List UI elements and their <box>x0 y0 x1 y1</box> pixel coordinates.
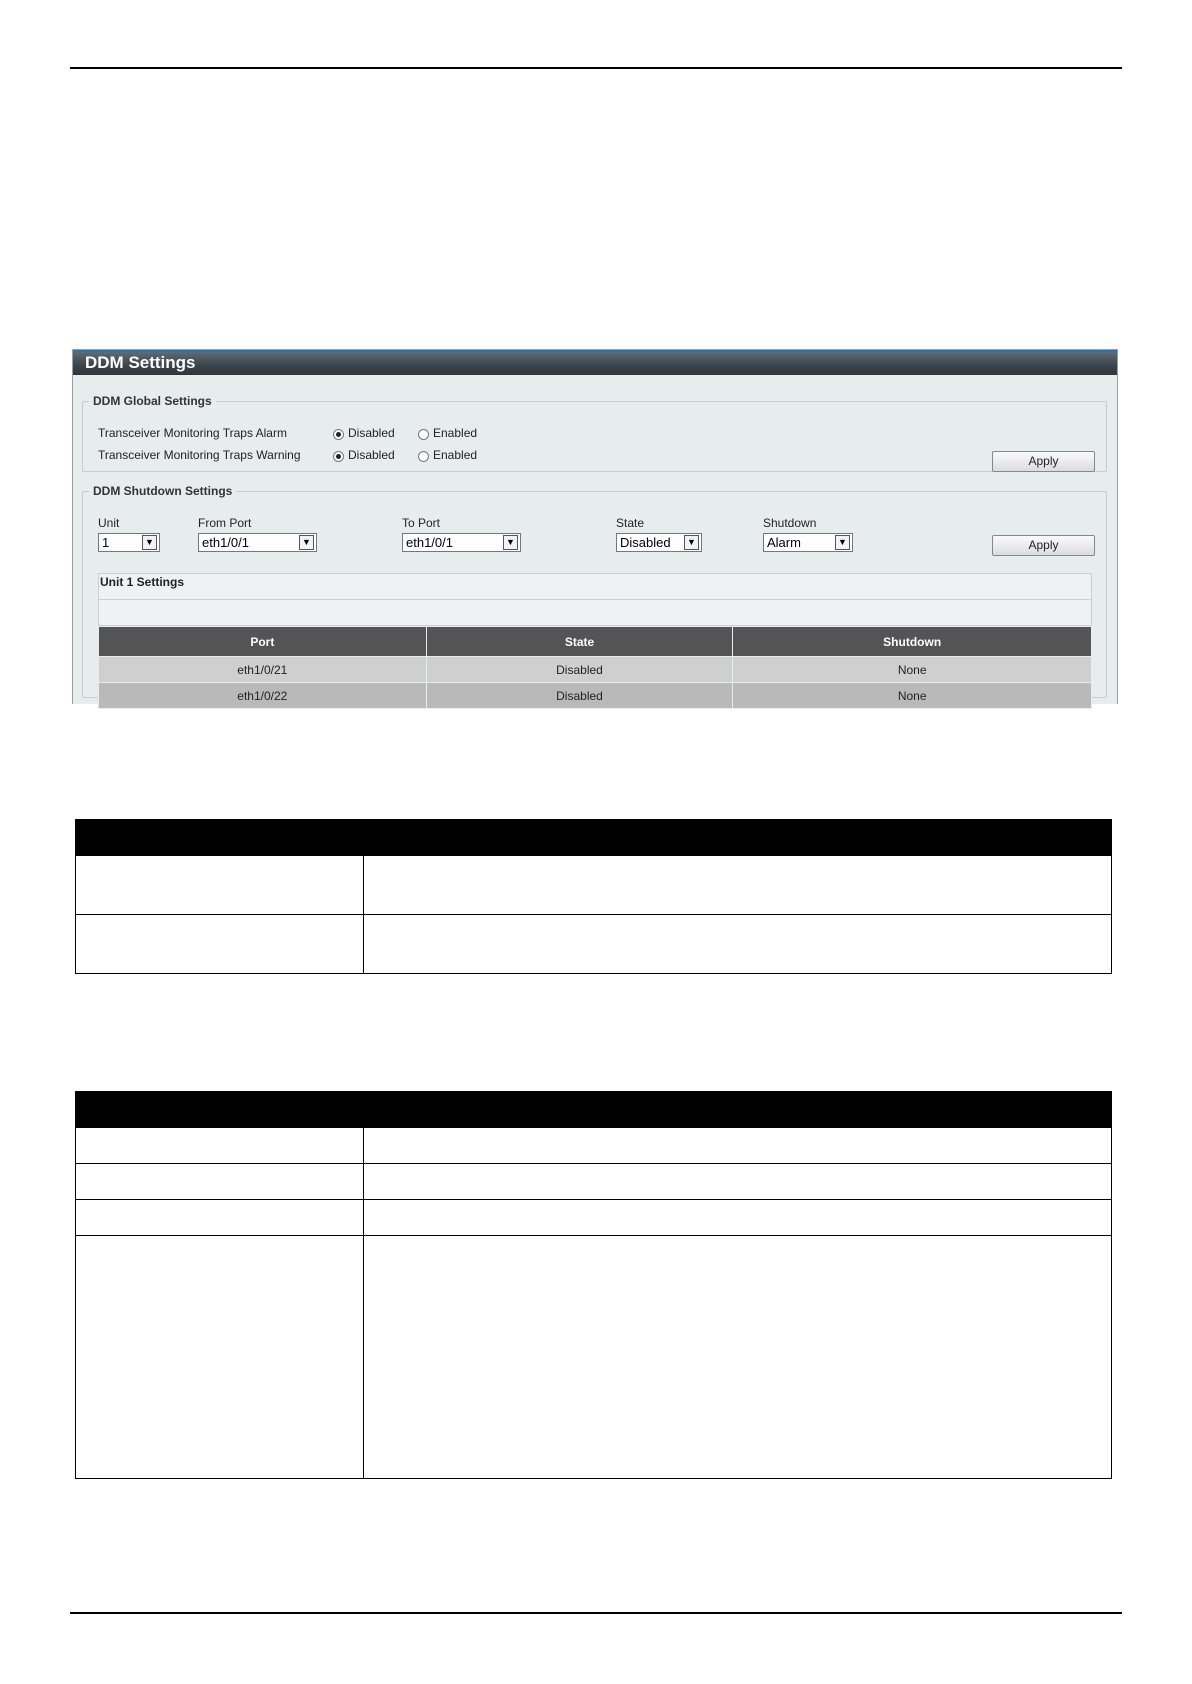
state-cell: Disabled <box>426 657 733 683</box>
traps-alarm-enabled-label: Enabled <box>433 426 478 440</box>
parameter-cell <box>76 856 364 915</box>
table-row <box>76 1128 1112 1164</box>
chevron-down-icon[interactable]: ▼ <box>503 535 518 550</box>
traps-alarm-disabled-radio[interactable] <box>333 429 344 440</box>
shutdown-cell: None <box>733 683 1092 709</box>
header-cell <box>76 1092 364 1128</box>
table-row <box>76 1200 1112 1236</box>
port-cell: eth1/0/22 <box>99 683 427 709</box>
shutdown-select-value: Alarm <box>767 535 801 550</box>
chevron-down-icon[interactable]: ▼ <box>142 535 157 550</box>
traps-warning-label: Transceiver Monitoring Traps Warning <box>98 448 301 462</box>
global-settings-legend: DDM Global Settings <box>93 394 212 408</box>
shutdown-column-header: Shutdown <box>733 627 1092 657</box>
description-cell <box>364 1164 1112 1200</box>
shutdown-apply-button[interactable]: Apply <box>992 535 1095 556</box>
footer-rule <box>70 1612 1122 1614</box>
description-table-shutdown <box>75 1091 1112 1479</box>
table-row <box>76 856 1112 915</box>
from-port-select-value: eth1/0/1 <box>202 535 249 550</box>
state-select[interactable] <box>616 533 702 552</box>
table-row <box>99 683 1092 709</box>
unit-settings-title: Unit 1 Settings <box>100 575 185 589</box>
shutdown-cell: None <box>733 657 1092 683</box>
from-port-label: From Port <box>198 516 252 530</box>
description-table-global <box>75 819 1112 974</box>
chevron-down-icon[interactable]: ▼ <box>299 535 314 550</box>
state-column-header: State <box>426 627 733 657</box>
description-table-header <box>76 1092 1112 1128</box>
parameter-cell <box>76 1164 364 1200</box>
traps-warning-disabled-radio[interactable] <box>333 451 344 462</box>
ddm-global-settings-group <box>82 394 1107 472</box>
table-row <box>76 1164 1112 1200</box>
traps-warning-disabled-label: Disabled <box>348 448 395 462</box>
ddm-settings-panel <box>72 349 1118 704</box>
parameter-cell <box>76 1128 364 1164</box>
traps-alarm-enabled-radio[interactable] <box>418 429 429 440</box>
ddm-shutdown-table <box>98 626 1092 709</box>
chevron-down-icon[interactable]: ▼ <box>684 535 699 550</box>
shutdown-label: Shutdown <box>763 516 817 530</box>
shutdown-settings-legend: DDM Shutdown Settings <box>93 484 233 498</box>
table-header-row <box>99 627 1092 657</box>
parameter-cell <box>76 915 364 974</box>
port-cell: eth1/0/21 <box>99 657 427 683</box>
description-cell <box>364 915 1112 974</box>
chevron-down-icon[interactable]: ▼ <box>835 535 850 550</box>
header-cell <box>364 820 1112 856</box>
unit-settings-spacer <box>98 600 1092 626</box>
traps-warning-enabled-radio[interactable] <box>418 451 429 462</box>
table-row <box>76 1236 1112 1479</box>
unit-settings-header <box>98 573 1092 600</box>
global-apply-button[interactable]: Apply <box>992 451 1095 472</box>
state-select-value: Disabled <box>620 535 671 550</box>
state-cell: Disabled <box>426 683 733 709</box>
unit-select-value: 1 <box>102 535 110 550</box>
description-cell <box>364 1128 1112 1164</box>
table-row <box>99 657 1092 683</box>
traps-alarm-label: Transceiver Monitoring Traps Alarm <box>98 426 287 440</box>
parameter-cell <box>76 1200 364 1236</box>
unit-label: Unit <box>98 516 120 530</box>
header-cell <box>76 820 364 856</box>
header-cell <box>364 1092 1112 1128</box>
to-port-label: To Port <box>402 516 441 530</box>
table-row <box>76 915 1112 974</box>
to-port-select-value: eth1/0/1 <box>406 535 453 550</box>
description-table-header <box>76 820 1112 856</box>
panel-title: DDM Settings <box>73 350 1117 375</box>
from-port-select[interactable] <box>198 533 317 552</box>
traps-alarm-disabled-label: Disabled <box>348 426 395 440</box>
description-cell <box>364 1236 1112 1479</box>
shutdown-select[interactable] <box>763 533 853 552</box>
description-cell <box>364 856 1112 915</box>
ddm-shutdown-settings-group <box>82 484 1107 703</box>
header-rule <box>70 67 1122 69</box>
unit-select[interactable] <box>98 533 160 552</box>
state-label: State <box>616 516 645 530</box>
traps-warning-enabled-label: Enabled <box>433 448 478 462</box>
parameter-cell <box>76 1236 364 1479</box>
to-port-select[interactable] <box>402 533 521 552</box>
description-cell <box>364 1200 1112 1236</box>
port-column-header: Port <box>99 627 427 657</box>
